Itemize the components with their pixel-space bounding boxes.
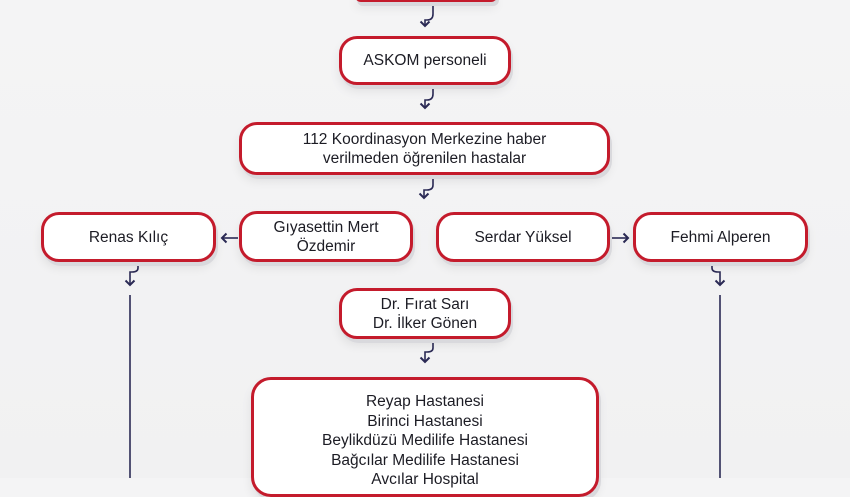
coordination-label: 112 Koordinasyon Merkezine haber verilmeden öğrenilen hastalar xyxy=(302,130,547,167)
hospital-item: Reyap Hastanesi xyxy=(365,393,485,410)
serdar-box xyxy=(436,212,610,262)
askom-personnel-box xyxy=(339,36,511,85)
connector-doctors-hospitals xyxy=(425,340,433,362)
hospital-item: Avcılar Hospital xyxy=(371,471,479,488)
askom-personnel-label: ASKOM personeli xyxy=(363,52,487,69)
hospital-item: Birinci Hastanesi xyxy=(367,412,483,430)
hospital-item: Beylikdüzü Medilife Hastanesi xyxy=(322,432,528,449)
connector-coordination-branch xyxy=(424,177,433,198)
giyasettin-label: Gıyasettin Mert Özdemir xyxy=(273,218,379,255)
giyasettin-box xyxy=(239,211,413,262)
fehmi-box xyxy=(633,212,808,262)
top-box xyxy=(355,0,497,2)
connector-fehmi-down xyxy=(712,262,720,285)
hospitals-list xyxy=(322,392,528,490)
coordination-box xyxy=(239,122,610,175)
connector-askom-coordination xyxy=(425,86,433,108)
serdar-label: Serdar Yüksel xyxy=(474,228,572,246)
renas-box xyxy=(41,212,216,262)
hospital-item: Bağcılar Medilife Hastanesi xyxy=(331,451,519,469)
doctors-label: Dr. Fırat Sarı Dr. İlker Gönen xyxy=(372,295,478,332)
renas-label: Renas Kılıç xyxy=(88,228,169,246)
fehmi-label: Fehmi Alperen xyxy=(670,228,771,246)
hospitals-box xyxy=(251,377,599,497)
connector-top-askom xyxy=(425,0,433,26)
doctors-box xyxy=(339,288,511,339)
connector-renas-down xyxy=(130,262,138,285)
